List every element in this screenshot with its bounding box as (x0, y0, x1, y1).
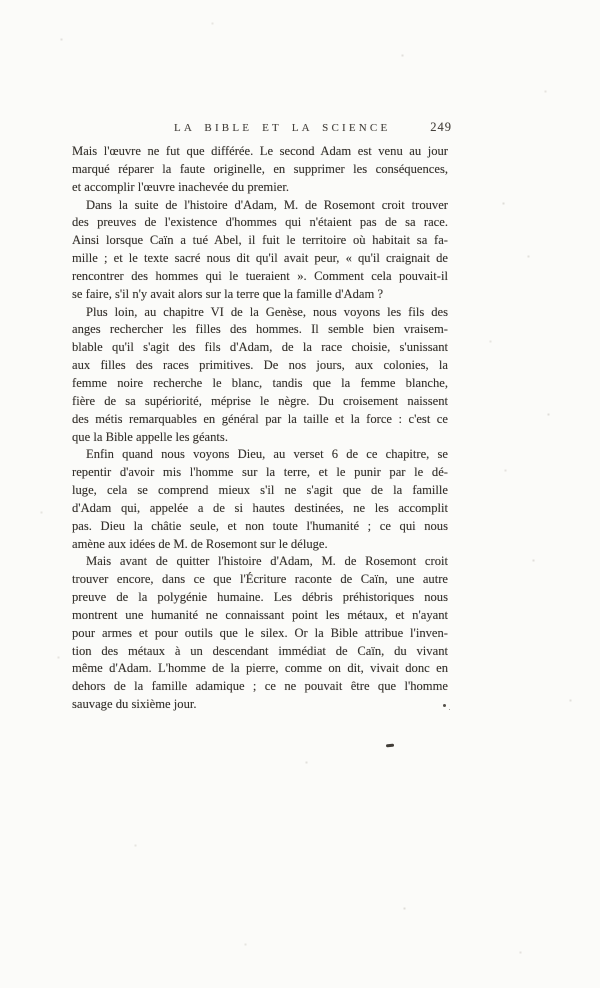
text-line: que la Bible appelle les géants. (72, 429, 228, 444)
text-line: se faire, s'il n'y avait alors sur la terre que la famille d'Adam ? (72, 286, 384, 301)
text-line: mille ; et le texte sacré nous dit qu'il avait peur, « qu'il craignait de (72, 251, 448, 266)
text-line: Enfin quand nous voyons Dieu, au verset 6 de ce chapitre, se (86, 447, 448, 462)
running-header-title: LA BIBLE ET LA SCIENCE (174, 122, 391, 134)
text-line: luge, cela se comprend mieux s'il ne s'agit que de la famille (72, 483, 448, 498)
text-line: blable qu'il s'agit des fils d'Adam, de la race choisie, s'unissant (72, 340, 448, 355)
text-line: et accomplir l'œuvre inachevée du premier. (72, 179, 289, 194)
running-header (72, 120, 452, 136)
text-line: amène aux idées de M. de Rosemont sur le déluge. (72, 536, 328, 551)
ink-dot-artifact (443, 704, 446, 707)
text-line: rencontrer des hommes qui le tueraient ». Comment cela pouvait-il (72, 268, 448, 283)
text-block (72, 143, 448, 714)
text-line: preuve de la polygénie humaine. Les débris préhistoriques nous (72, 590, 448, 605)
text-line: aux filles des races primitives. De nos jours, aux colonies, la (72, 358, 448, 373)
text-line: Mais l'œuvre ne fut que différée. Le second Adam est venu au jour (72, 144, 448, 158)
ink-dash-artifact (386, 744, 394, 747)
text-line: Dans la suite de l'histoire d'Adam, M. de Rosemont croit trouver (86, 197, 448, 212)
text-line: des métis remarquables en général par la taille et la force : c'est ce (72, 411, 448, 426)
text-line: Mais avant de quitter l'histoire d'Adam, M. de Rosemont croit (86, 554, 448, 569)
page-number: 249 (430, 120, 452, 134)
text-line: trouver encore, dans ce que l'Écriture raconte de Caïn, une autre (72, 572, 448, 587)
text-line: sauvage du sixième jour. (72, 697, 197, 712)
text-line: Ainsi lorsque Caïn a tué Abel, il fuit le territoire où habitait sa fa- (72, 233, 448, 248)
text-line: montrent une humanité ne connaissant point les métaux, et n'ayant (72, 607, 448, 622)
text-line: fière de sa supériorité, méprise le nègre. Du croisement naissent (72, 393, 448, 408)
text-line: d'Adam qui, appelée a de si hautes destinées, ne les accomplit (72, 500, 448, 515)
text-line: tion des métaux à un descendant immédiat de Caïn, du vivant (72, 643, 448, 658)
text-line: pas. Dieu la châtie seule, et non toute l'humanité ; ce qui nous (72, 518, 448, 533)
text-line: des preuves de l'existence d'hommes qui n'étaient pas de sa race. (72, 215, 448, 230)
text-line: pour armes et pour outils que le silex. Or la Bible attribue l'inven- (72, 625, 448, 640)
text-line: dehors de la famille adamique ; ce ne pouvait être que l'homme (72, 679, 448, 694)
text-line: même d'Adam. L'homme de la pierre, comme on dit, vivait donc en (72, 661, 448, 676)
text-line: femme noire recherche le blanc, tandis que la femme blanche, (72, 375, 448, 390)
paper-speckle-layer (0, 0, 1, 1)
text-line: Plus loin, au chapitre VI de la Genèse, nous voyons les fils des (86, 304, 448, 319)
text-line: marqué réparer la faute originelle, en supprimer les conséquences, (72, 161, 448, 176)
text-line: anges rechercher les filles des hommes. Il semble bien vraisem- (72, 322, 448, 337)
text-line: repentir d'avoir mis l'homme sur la terre, et le punir par le dé- (72, 465, 448, 480)
